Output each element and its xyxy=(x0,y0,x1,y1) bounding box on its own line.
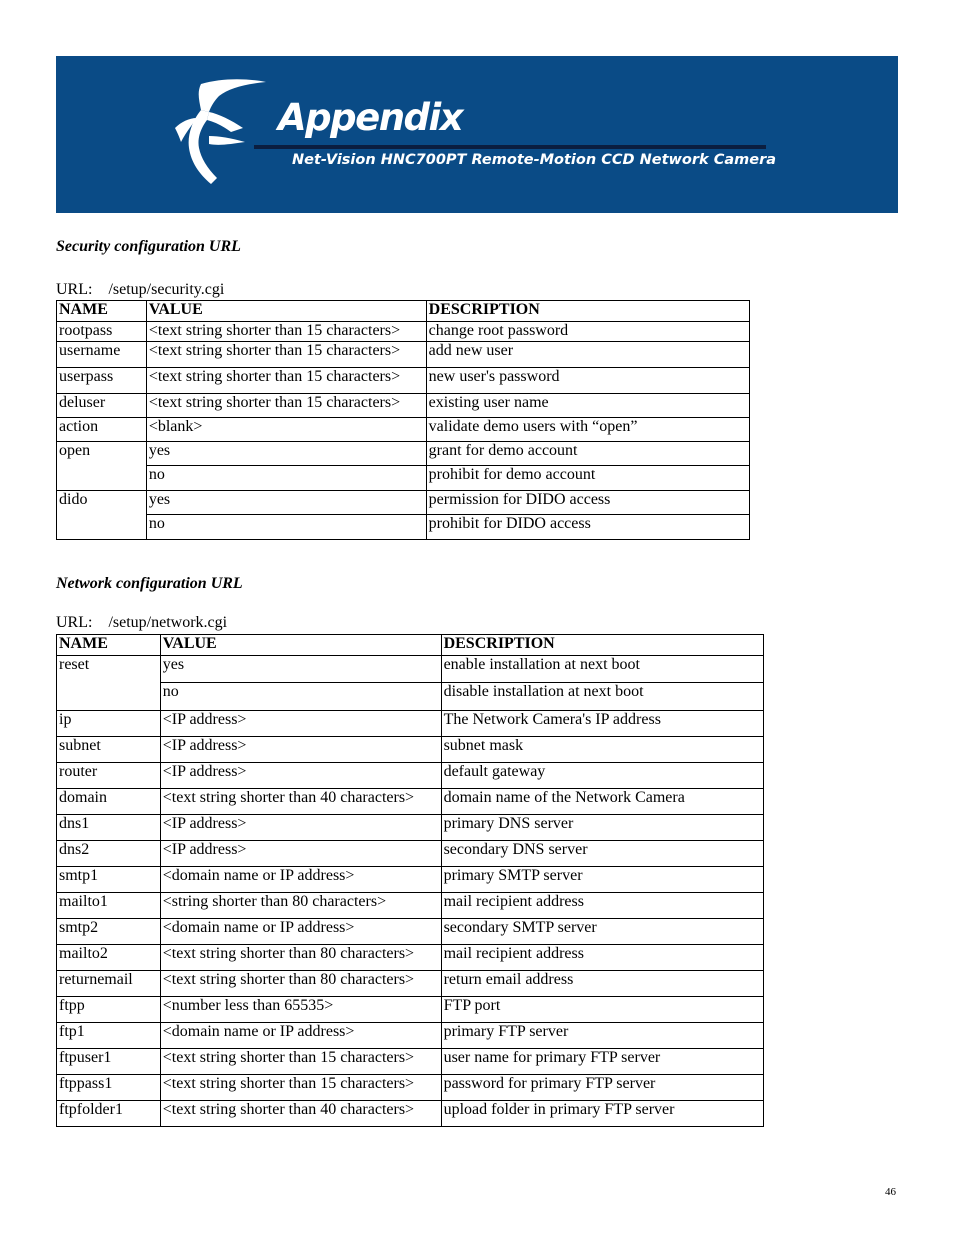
network-url xyxy=(56,614,227,632)
table-row xyxy=(57,867,764,893)
table-header-row xyxy=(57,635,764,656)
header-name: NAME xyxy=(57,301,147,322)
table-row xyxy=(57,841,764,867)
cell-description: default gateway xyxy=(441,763,763,789)
cell-name: ftpfolder1 xyxy=(57,1101,161,1127)
cell-name: domain xyxy=(57,789,161,815)
cell-name: ip xyxy=(57,711,161,737)
cell-description: existing user name xyxy=(426,394,749,418)
table-header-row xyxy=(57,301,750,322)
cell-value: <IP address> xyxy=(160,737,441,763)
table-row xyxy=(57,368,750,394)
network-url-label: URL: xyxy=(56,614,93,631)
cell-description: upload folder in primary FTP server xyxy=(441,1101,763,1127)
table-row xyxy=(57,711,764,737)
table-row xyxy=(57,342,750,368)
cell-value: yes xyxy=(160,656,441,683)
cell-name: ftp1 xyxy=(57,1023,161,1049)
cell-description: enable installation at next boot xyxy=(441,656,763,683)
cell-value: <string shorter than 80 characters> xyxy=(160,893,441,919)
table-row xyxy=(57,763,764,789)
cell-value: <text string shorter than 40 characters> xyxy=(160,1101,441,1127)
table-row xyxy=(57,1075,764,1101)
network-table xyxy=(56,634,764,1127)
table-row xyxy=(57,394,750,418)
cell-value: <text string shorter than 15 characters> xyxy=(146,368,426,394)
header-description: DESCRIPTION xyxy=(441,635,763,656)
cell-description: primary SMTP server xyxy=(441,867,763,893)
cell-description: mail recipient address xyxy=(441,893,763,919)
banner-divider xyxy=(254,145,766,149)
cell-description: user name for primary FTP server xyxy=(441,1049,763,1075)
cell-name: action xyxy=(57,418,147,442)
cell-name: returnemail xyxy=(57,971,161,997)
cell-value: no xyxy=(160,683,441,711)
product-subtitle: Net-Vision HNC700PT Remote-Motion CCD Network Camera xyxy=(292,152,777,168)
security-table xyxy=(56,300,750,540)
table-row xyxy=(57,515,750,540)
cell-description: validate demo users with “open” xyxy=(426,418,749,442)
cell-description: password for primary FTP server xyxy=(441,1075,763,1101)
cell-name: reset xyxy=(57,656,161,711)
table-row xyxy=(57,789,764,815)
table-row xyxy=(57,1023,764,1049)
cell-name: ftpuser1 xyxy=(57,1049,161,1075)
security-url-path: /setup/security.cgi xyxy=(108,281,225,298)
table-row xyxy=(57,491,750,515)
cell-description: secondary SMTP server xyxy=(441,919,763,945)
cell-value: <blank> xyxy=(146,418,426,442)
cell-name: mailto2 xyxy=(57,945,161,971)
cell-description: domain name of the Network Camera xyxy=(441,789,763,815)
cell-value: <IP address> xyxy=(160,815,441,841)
cell-value: <text string shorter than 80 characters> xyxy=(160,945,441,971)
cell-value: <text string shorter than 15 characters> xyxy=(160,1049,441,1075)
cell-name: username xyxy=(57,342,147,368)
cell-name: mailto1 xyxy=(57,893,161,919)
table-row xyxy=(57,656,764,683)
cell-description: mail recipient address xyxy=(441,945,763,971)
cell-value: <domain name or IP address> xyxy=(160,867,441,893)
cell-value: yes xyxy=(146,442,426,466)
table-row xyxy=(57,919,764,945)
cell-description: subnet mask xyxy=(441,737,763,763)
table-row xyxy=(57,1101,764,1127)
cell-name: open xyxy=(57,442,147,491)
table-row xyxy=(57,997,764,1023)
table-row xyxy=(57,815,764,841)
cell-value: no xyxy=(146,515,426,540)
table-row xyxy=(57,442,750,466)
cell-value: <domain name or IP address> xyxy=(160,1023,441,1049)
cell-name: smtp1 xyxy=(57,867,161,893)
cell-description: change root password xyxy=(426,322,749,342)
cell-description: FTP port xyxy=(441,997,763,1023)
cell-description: disable installation at next boot xyxy=(441,683,763,711)
cell-value: <domain name or IP address> xyxy=(160,919,441,945)
cell-name: smtp2 xyxy=(57,919,161,945)
cell-value: no xyxy=(146,466,426,491)
cell-name: dns2 xyxy=(57,841,161,867)
table-row xyxy=(57,945,764,971)
cell-value: <IP address> xyxy=(160,841,441,867)
table-row xyxy=(57,1049,764,1075)
cell-description: prohibit for DIDO access xyxy=(426,515,749,540)
cell-name: ftpp xyxy=(57,997,161,1023)
cell-description: grant for demo account xyxy=(426,442,749,466)
cell-name: ftppass1 xyxy=(57,1075,161,1101)
appendix-title: Appendix xyxy=(278,96,463,139)
cell-description: add new user xyxy=(426,342,749,368)
cell-description: secondary DNS server xyxy=(441,841,763,867)
cell-value: <text string shorter than 80 characters> xyxy=(160,971,441,997)
table-row xyxy=(57,893,764,919)
cell-value: <text string shorter than 15 characters> xyxy=(160,1075,441,1101)
cell-value: <text string shorter than 15 characters> xyxy=(146,394,426,418)
table-row xyxy=(57,418,750,442)
header-name: NAME xyxy=(57,635,161,656)
cell-description: primary FTP server xyxy=(441,1023,763,1049)
cell-value: <IP address> xyxy=(160,711,441,737)
cell-name: deluser xyxy=(57,394,147,418)
cell-name: rootpass xyxy=(57,322,147,342)
table-row xyxy=(57,737,764,763)
network-heading: Network configuration URL xyxy=(56,575,243,592)
page-number: 46 xyxy=(885,1186,896,1198)
cell-value: <text string shorter than 40 characters> xyxy=(160,789,441,815)
appendix-banner xyxy=(56,56,898,213)
security-url xyxy=(56,281,224,299)
cell-name: dido xyxy=(57,491,147,540)
header-value: VALUE xyxy=(160,635,441,656)
cell-value: <number less than 65535> xyxy=(160,997,441,1023)
cell-description: permission for DIDO access xyxy=(426,491,749,515)
header-description: DESCRIPTION xyxy=(426,301,749,322)
table-row xyxy=(57,683,764,711)
network-url-path: /setup/network.cgi xyxy=(108,614,228,631)
cell-description: The Network Camera's IP address xyxy=(441,711,763,737)
cell-name: userpass xyxy=(57,368,147,394)
cell-name: subnet xyxy=(57,737,161,763)
cell-description: prohibit for demo account xyxy=(426,466,749,491)
cell-name: router xyxy=(57,763,161,789)
cell-value: <text string shorter than 15 characters> xyxy=(146,342,426,368)
cell-value: <IP address> xyxy=(160,763,441,789)
security-heading: Security configuration URL xyxy=(56,238,241,255)
cell-name: dns1 xyxy=(57,815,161,841)
table-row xyxy=(57,971,764,997)
cell-value: <text string shorter than 15 characters> xyxy=(146,322,426,342)
table-row xyxy=(57,322,750,342)
security-url-label: URL: xyxy=(56,281,93,298)
cell-value: yes xyxy=(146,491,426,515)
header-value: VALUE xyxy=(146,301,426,322)
cell-description: primary DNS server xyxy=(441,815,763,841)
eagle-logo-icon xyxy=(171,76,266,188)
cell-description: return email address xyxy=(441,971,763,997)
cell-description: new user's password xyxy=(426,368,749,394)
table-row xyxy=(57,466,750,491)
